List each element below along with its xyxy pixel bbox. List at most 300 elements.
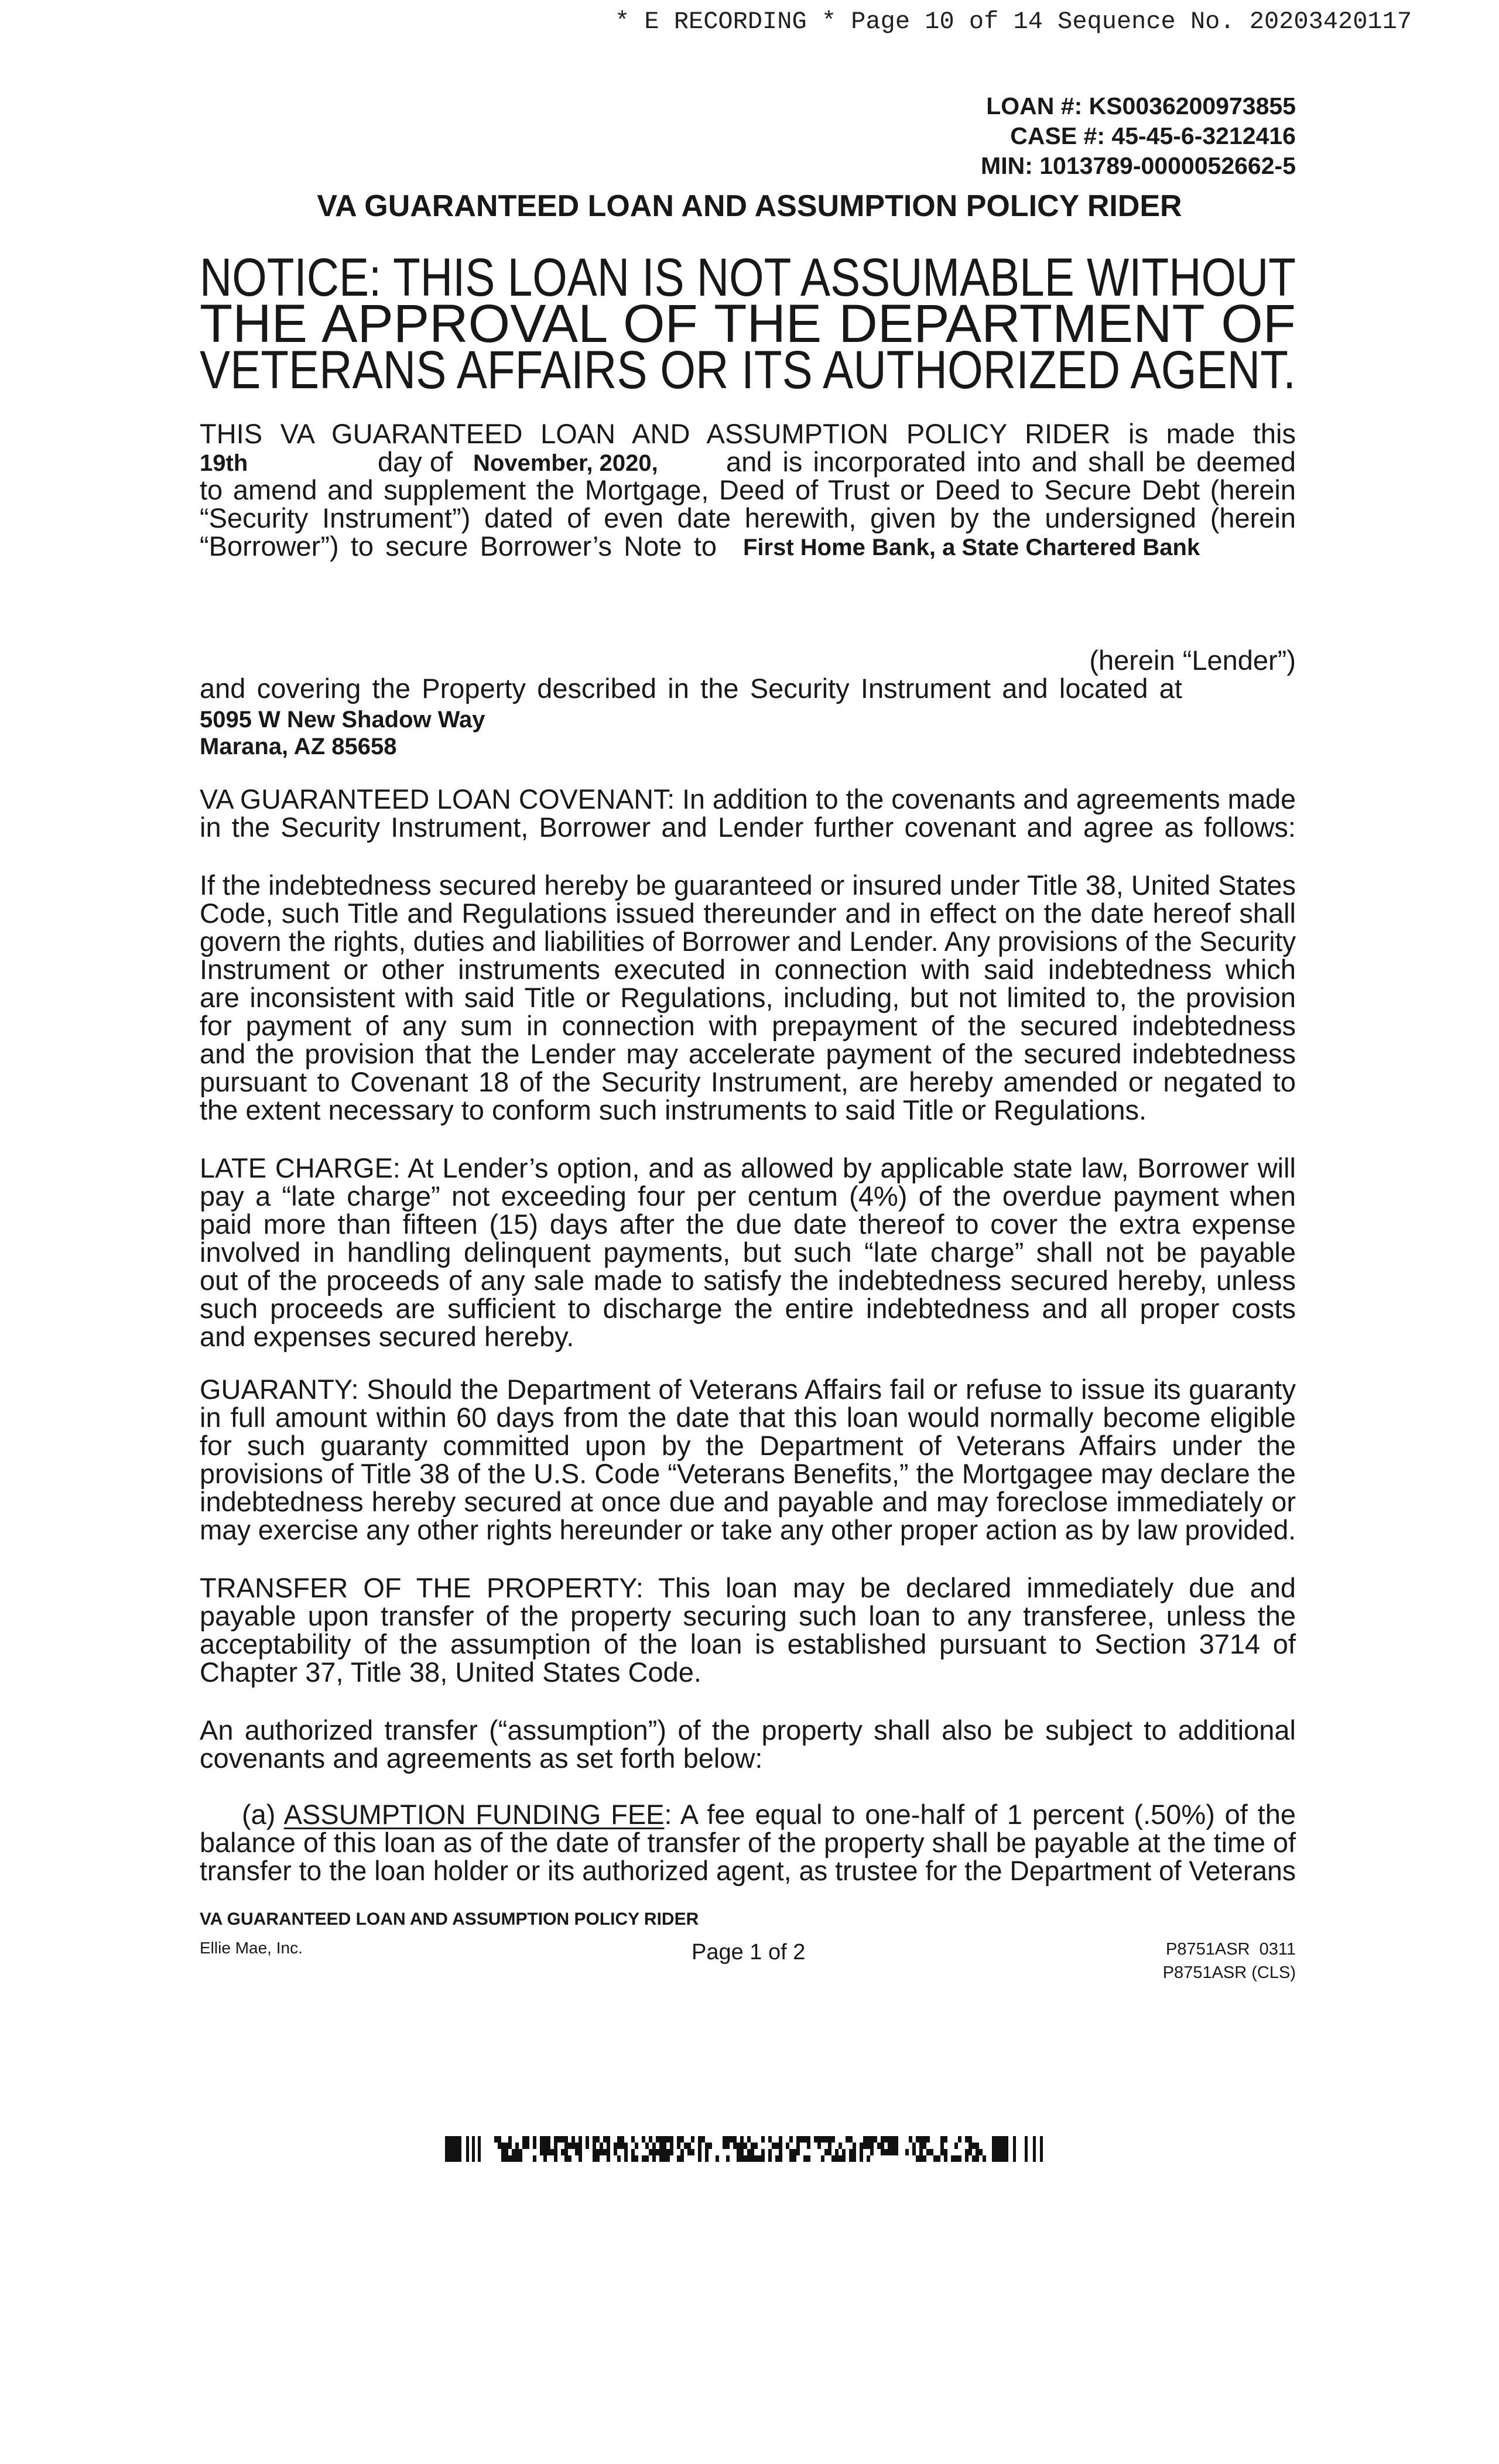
line-text: involved in handling delinquent payments, but such “late charge” shall not be payable <box>200 1237 1296 1268</box>
barcode-module <box>645 2143 649 2149</box>
property-street: 5095 W New Shadow Way <box>200 707 485 733</box>
barcode-module <box>533 2143 536 2149</box>
covering-property-line-wrap <box>200 675 1182 703</box>
barcode-module <box>677 2143 680 2149</box>
line-text: and expenses secured hereby. <box>200 1321 574 1352</box>
funding-fee-first-line <box>242 1801 1296 1829</box>
barcode-module <box>968 2143 972 2149</box>
paragraph-line <box>200 1829 1296 1857</box>
line-text: LATE CHARGE: At Lender’s option, and as allowed by applicable state law, Borrower will <box>200 1152 1296 1183</box>
line-text: GUARANTY: Should the Department of Veterans Affairs fail or refuse to issue its guaranty <box>200 1374 1296 1405</box>
barcode-module <box>839 2143 842 2149</box>
line-text: balance of this loan as of the date of transfer of the property shall be payable at the time of <box>200 1827 1296 1858</box>
barcode-module <box>772 2143 775 2149</box>
barcode-module <box>631 2136 635 2143</box>
rider-intro-paragraph <box>200 420 1296 560</box>
barcode-module <box>846 2136 849 2143</box>
barcode-module <box>515 2155 519 2162</box>
barcode-module <box>923 2155 926 2162</box>
barcode-module <box>730 2136 733 2143</box>
barcode-module <box>505 2149 508 2155</box>
barcode-module <box>579 2136 582 2143</box>
barcode-module <box>540 2149 543 2155</box>
barcode-module <box>758 2155 761 2162</box>
barcode-module <box>768 2155 772 2162</box>
barcode-module <box>624 2155 628 2162</box>
paragraph-line <box>200 1182 1296 1210</box>
barcode-module <box>652 2149 656 2155</box>
barcode-module <box>547 2143 550 2149</box>
barcode-module <box>775 2155 779 2162</box>
line-text: are inconsistent with said Title or Regulations, including, but not limited to, the provision <box>200 982 1296 1013</box>
barcode-module <box>775 2143 779 2149</box>
paragraph-line <box>200 1040 1296 1068</box>
barcode-module <box>983 2155 986 2162</box>
barcode-module <box>761 2136 765 2143</box>
paragraph-line <box>200 1238 1296 1267</box>
paragraph-line <box>200 1630 1296 1658</box>
herein-lender-text: (herein “Lender”) <box>1089 645 1296 676</box>
footer-form-title: VA GUARANTEED LOAN AND ASSUMPTION POLICY RIDER <box>200 1909 699 1929</box>
covenant-paragraph <box>200 785 1296 841</box>
barcode-module <box>642 2155 645 2162</box>
barcode-module <box>607 2155 610 2162</box>
paragraph-line <box>200 1068 1296 1096</box>
barcode-module <box>828 2143 831 2149</box>
paragraph-line <box>200 1460 1296 1488</box>
barcode-module <box>564 2143 568 2149</box>
line-text: If the indebtedness secured hereby be guaranteed or insured under Title 38, United States <box>200 870 1296 901</box>
paragraph-line <box>200 1267 1296 1295</box>
paragraph-line <box>200 1323 1296 1351</box>
barcode-module <box>705 2143 709 2149</box>
barcode-module <box>564 2149 568 2155</box>
line-text: TRANSFER OF THE PROPERTY: This loan may be declared immediately due and <box>200 1572 1296 1603</box>
intro-line <box>200 476 1296 504</box>
paragraph-line <box>200 1857 1296 1885</box>
line-text: Instrument or other instruments executed in connection with said indebtedness which <box>200 954 1296 985</box>
barcode-module <box>1025 2136 1028 2162</box>
barcode-module <box>831 2155 835 2162</box>
barcode-module <box>870 2136 874 2143</box>
funding-fee-heading: ASSUMPTION FUNDING FEE <box>283 1799 665 1830</box>
barcode-module <box>944 2155 947 2162</box>
intro-line <box>200 532 717 560</box>
loan-identifiers <box>981 91 1296 181</box>
footer-vendor: Ellie Mae, Inc. <box>200 1939 303 1957</box>
barcode-module <box>835 2149 839 2155</box>
barcode-module <box>737 2149 740 2155</box>
barcode-module <box>867 2155 870 2162</box>
late-charge-paragraph <box>200 1154 1296 1351</box>
line-text: Code, such Title and Regulations issued thereunder and in effect on the date hereof shall <box>200 898 1296 929</box>
barcode-module <box>533 2136 536 2143</box>
barcode-module <box>659 2155 663 2162</box>
barcode-module <box>716 2155 719 2162</box>
loan-number: LOAN #: KS0036200973855 <box>986 93 1296 119</box>
line-text: in the Security Instrument, Borrower and Lender further covenant and agree as follows: <box>200 812 1296 843</box>
line-text: and the provision that the Lender may accelerate payment of the secured indebtedness <box>200 1038 1296 1069</box>
barcode-module <box>923 2143 926 2149</box>
line-text: for such guaranty committed upon by the Department of Veterans Affairs under the <box>200 1430 1296 1461</box>
barcode-module <box>515 2149 519 2155</box>
barcode-module <box>512 2149 515 2155</box>
barcode-module <box>652 2155 656 2162</box>
barcode-module <box>747 2155 751 2162</box>
paragraph-line <box>200 1295 1296 1323</box>
barcode-module <box>656 2136 659 2143</box>
barcode-module <box>726 2143 730 2149</box>
barcode-module <box>603 2149 607 2155</box>
line-text: pursuant to Covenant 18 of the Security Instrument, are hereby amended or negated to <box>200 1066 1296 1097</box>
paragraph-line <box>200 1404 1296 1432</box>
barcode-module <box>895 2143 898 2149</box>
barcode-module <box>687 2143 691 2149</box>
barcode-module <box>635 2143 638 2149</box>
barcode-module <box>853 2155 856 2162</box>
barcode-module <box>659 2149 663 2155</box>
line-text: the extent necessary to conform such instruments to said Title or Regulations. <box>200 1094 1147 1125</box>
intro-lender-line <box>200 532 1296 560</box>
barcode-module <box>793 2155 796 2162</box>
barcode-module <box>888 2136 891 2143</box>
barcode-module <box>522 2136 526 2143</box>
barcode-module <box>579 2149 582 2155</box>
funding-fee-paragraph <box>200 1801 1296 1885</box>
intro-line <box>200 420 1296 448</box>
barcode-module <box>761 2149 765 2155</box>
barcode-module <box>726 2155 730 2162</box>
barcode-module <box>940 2136 944 2143</box>
barcode-module <box>828 2136 831 2143</box>
barcode-module <box>659 2136 663 2143</box>
barcode-module <box>891 2143 895 2149</box>
form-code: P8751ASR 0311 <box>1166 1940 1296 1959</box>
paragraph-line <box>200 871 1296 899</box>
barcode-module <box>916 2155 919 2162</box>
barcode-module <box>930 2149 933 2155</box>
barcode-module <box>740 2136 744 2143</box>
paragraph-line <box>200 956 1296 984</box>
barcode-module <box>478 2136 481 2162</box>
paragraph-line <box>200 1432 1296 1460</box>
barcode-module <box>508 2143 512 2149</box>
footer-form-codes <box>1163 1938 1296 1984</box>
property-city-state-zip: Marana, AZ 85658 <box>200 734 397 759</box>
barcode-module <box>807 2136 810 2143</box>
barcode-module <box>617 2143 621 2149</box>
line-text: acceptability of the assumption of the loan is established pursuant to Section 3714 of <box>200 1628 1296 1659</box>
barcode-module <box>624 2149 628 2155</box>
paragraph-line <box>200 1574 1296 1602</box>
barcode-module <box>677 2136 680 2143</box>
barcode-module <box>874 2136 877 2143</box>
line-text: paid more than fifteen (15) days after the due date thereof to cover the extra expense <box>200 1209 1296 1240</box>
barcode-module <box>976 2143 979 2149</box>
barcode-module <box>666 2155 670 2162</box>
barcode-module <box>698 2143 701 2149</box>
barcode-module <box>877 2143 881 2149</box>
line-text: govern the rights, duties and liabilities of Borrower and Lender. Any provisions of the Security <box>200 926 1296 957</box>
barcode-module <box>663 2149 666 2155</box>
barcode-module <box>600 2149 603 2155</box>
barcode-module <box>670 2149 673 2155</box>
line-text: covenants and agreements as set forth below: <box>200 1743 763 1774</box>
min-number: MIN: 1013789-0000052662-5 <box>981 152 1296 179</box>
barcode-module <box>919 2149 923 2155</box>
barcode-module <box>751 2149 754 2155</box>
barcode-module <box>789 2149 793 2155</box>
barcode-module <box>698 2136 701 2143</box>
barcode-module <box>958 2155 961 2162</box>
property-address <box>200 706 485 760</box>
barcode-module <box>466 2136 469 2162</box>
barcode-module <box>916 2136 919 2143</box>
paragraph-line <box>200 899 1296 928</box>
barcode-module <box>607 2136 610 2143</box>
barcode-module <box>472 2136 475 2162</box>
barcode-module <box>747 2136 751 2143</box>
barcode-module <box>881 2143 884 2149</box>
barcode-module <box>515 2143 519 2149</box>
barcode-module <box>965 2136 968 2143</box>
barcode-module <box>543 2143 547 2149</box>
barcode-module <box>940 2143 944 2149</box>
barcode-module <box>754 2155 758 2162</box>
barcode-module <box>659 2143 663 2149</box>
barcode-module <box>522 2143 526 2149</box>
barcode-module <box>579 2143 582 2149</box>
barcode-module <box>817 2136 821 2143</box>
barcode-module <box>543 2155 547 2162</box>
barcode-module <box>600 2143 603 2149</box>
rider-month-year-value: November, 2020, <box>473 450 658 476</box>
barcode-module <box>751 2143 754 2149</box>
barcode-module <box>842 2149 846 2155</box>
barcode-module <box>550 2149 554 2155</box>
barcode-module <box>740 2155 744 2162</box>
barcode-module <box>596 2149 600 2155</box>
barcode-module <box>747 2149 751 2155</box>
barcode-module <box>687 2149 691 2155</box>
barcode-module <box>821 2136 824 2143</box>
line-text: pay a “late charge” not exceeding four per centum (4%) of the overdue payment when <box>200 1180 1296 1212</box>
barcode-module <box>663 2136 666 2143</box>
barcode-module <box>870 2143 874 2149</box>
barcode-module <box>547 2136 550 2143</box>
barcode-module <box>596 2136 600 2143</box>
barcode-module <box>972 2155 976 2162</box>
barcode-module <box>1033 2136 1036 2162</box>
line-text: transfer to the loan holder or its authorized agent, as trustee for the Department of Veterans <box>200 1855 1296 1886</box>
barcode-module <box>909 2136 912 2143</box>
barcode-module <box>586 2136 589 2143</box>
barcode-module <box>800 2136 803 2143</box>
barcode-module <box>786 2143 789 2149</box>
barcode-module <box>940 2149 944 2155</box>
barcode-module <box>666 2149 670 2155</box>
barcode-module <box>828 2149 831 2155</box>
barcode-module <box>863 2143 867 2149</box>
line-text: out of the proceeds of any sale made to satisfy the indebtedness secured hereby, unless <box>200 1265 1296 1296</box>
barcode-module <box>709 2143 712 2149</box>
paragraph-line <box>200 1658 1296 1686</box>
barcode-module <box>737 2155 740 2162</box>
barcode-module <box>543 2149 547 2155</box>
case-number: CASE #: 45-45-6-3212416 <box>1010 122 1296 149</box>
barcode-module <box>554 2155 557 2162</box>
barcode-module <box>919 2136 923 2143</box>
barcode-module <box>603 2136 607 2143</box>
barcode-module <box>958 2136 961 2143</box>
barcode-module <box>751 2155 754 2162</box>
barcode-module <box>926 2136 930 2143</box>
barcode-module <box>677 2155 680 2162</box>
barcode-module <box>723 2143 726 2149</box>
line-text: Chapter 37, Title 38, United States Code. <box>200 1657 701 1688</box>
barcode-module <box>849 2136 853 2143</box>
barcode-module <box>761 2155 765 2162</box>
barcode-module <box>680 2149 684 2155</box>
notice-line <box>200 340 1296 400</box>
barcode-module <box>512 2155 515 2162</box>
barcode-module <box>586 2143 589 2149</box>
barcode-module <box>740 2143 744 2149</box>
line-text: THE APPROVAL OF THE DEPARTMENT OF <box>200 294 1296 354</box>
barcode-module <box>642 2136 645 2143</box>
barcode-module <box>789 2155 793 2162</box>
barcode-module <box>867 2136 870 2143</box>
barcode-module <box>593 2143 596 2149</box>
transfer-paragraph <box>200 1574 1296 1686</box>
barcode-module <box>579 2155 582 2162</box>
barcode-module <box>849 2149 853 2155</box>
barcode-module <box>670 2136 673 2143</box>
barcode-module <box>807 2155 810 2162</box>
barcode-module <box>979 2149 983 2155</box>
lender-name-value: First Home Bank, a State Chartered Bank <box>743 535 1200 560</box>
barcode-module <box>863 2136 867 2143</box>
line-text: THIS VA GUARANTEED LOAN AND ASSUMPTION POLICY RIDER is made this <box>200 418 1296 449</box>
barcode-module <box>593 2155 596 2162</box>
paragraph-line <box>200 1375 1296 1404</box>
barcode-module <box>965 2149 968 2155</box>
authorized-transfer-paragraph <box>200 1716 1296 1772</box>
barcode-module <box>554 2143 557 2149</box>
barcode-module <box>666 2136 670 2143</box>
barcode-module <box>505 2143 508 2149</box>
barcode-module <box>554 2149 557 2155</box>
paragraph-line <box>200 928 1296 956</box>
barcode-module <box>631 2155 635 2162</box>
barcode-module <box>698 2149 701 2155</box>
line-text: An authorized transfer (“assumption”) of the property shall also be subject to additional <box>200 1714 1296 1746</box>
line-text: VA GUARANTEED LOAN COVENANT: In addition to the covenants and agreements made <box>200 783 1296 815</box>
barcode-module <box>508 2136 512 2143</box>
barcode-module <box>803 2155 807 2162</box>
line-text: for payment of any sum in connection with prepayment of the secured indebtedness <box>200 1010 1296 1041</box>
paragraph-line <box>200 1716 1296 1744</box>
barcode-module <box>680 2155 684 2162</box>
document-title: VA GUARANTEED LOAN AND ASSUMPTION POLICY RIDER <box>317 189 1182 223</box>
barcode-module <box>954 2155 958 2162</box>
assumption-notice <box>200 248 1296 400</box>
barcode-module <box>849 2155 853 2162</box>
barcode-module <box>621 2143 624 2149</box>
barcode-module <box>733 2136 737 2143</box>
barcode-module <box>733 2143 737 2149</box>
barcode-module <box>663 2155 666 2162</box>
line-text: may exercise any other rights hereunder or take any other proper action as by law provided. <box>200 1514 1296 1545</box>
barcode-module <box>919 2155 923 2162</box>
line-text <box>242 1801 1296 1829</box>
barcode-module <box>824 2136 828 2143</box>
barcode-module <box>912 2149 916 2155</box>
intro-line <box>200 504 1296 532</box>
paragraph-line <box>200 1096 1296 1124</box>
barcode-module <box>564 2155 568 2162</box>
barcode-module <box>698 2155 701 2162</box>
barcode-module <box>779 2136 782 2143</box>
barcode-module <box>796 2149 800 2155</box>
barcode-module <box>779 2155 782 2162</box>
barcode-module <box>744 2155 747 2162</box>
line-text: provisions of Title 38 of the U.S. Code “Veterans Benefits,” the Mortgagee may declare the <box>200 1458 1296 1489</box>
barcode-module <box>807 2143 810 2149</box>
barcode-module <box>821 2155 824 2162</box>
barcode-module <box>607 2143 610 2149</box>
barcode-module <box>568 2143 571 2149</box>
barcode-module <box>561 2149 564 2155</box>
line-text: payable upon transfer of the property securing such loan to any transferee, unless the <box>200 1600 1296 1631</box>
day-of-label: day of <box>378 446 453 477</box>
barcode-module <box>895 2149 898 2155</box>
barcode-module <box>860 2155 863 2162</box>
barcode-module <box>445 2136 461 2162</box>
item-label: (a) <box>242 1799 276 1830</box>
barcode-module <box>976 2155 979 2162</box>
barcode-module <box>547 2149 550 2155</box>
barcode-module <box>905 2149 909 2155</box>
barcode-module <box>501 2155 505 2162</box>
barcode-module <box>968 2136 972 2143</box>
barcode-module <box>498 2136 501 2143</box>
barcode-module <box>888 2149 891 2155</box>
barcode-module <box>944 2136 947 2143</box>
guaranty-paragraph <box>200 1375 1296 1544</box>
barcode-module <box>631 2149 635 2155</box>
barcode-module <box>768 2149 772 2155</box>
barcode-module <box>526 2136 529 2143</box>
barcode-module <box>691 2149 694 2155</box>
barcode-module <box>645 2155 649 2162</box>
barcode-module <box>923 2136 926 2143</box>
barcode-module <box>617 2155 621 2162</box>
barcode-module <box>835 2155 839 2162</box>
barcode-module <box>505 2155 508 2162</box>
barcode-module <box>919 2143 923 2149</box>
barcode-module <box>533 2155 536 2162</box>
barcode-module <box>691 2136 694 2143</box>
barcode-module <box>635 2155 638 2162</box>
barcode <box>445 2136 1043 2162</box>
paragraph-line <box>200 1516 1296 1544</box>
barcode-module <box>954 2143 958 2149</box>
covering-property-line <box>200 675 1182 703</box>
barcode-module <box>656 2149 659 2155</box>
barcode-module <box>853 2143 856 2149</box>
barcode-module <box>614 2143 617 2149</box>
